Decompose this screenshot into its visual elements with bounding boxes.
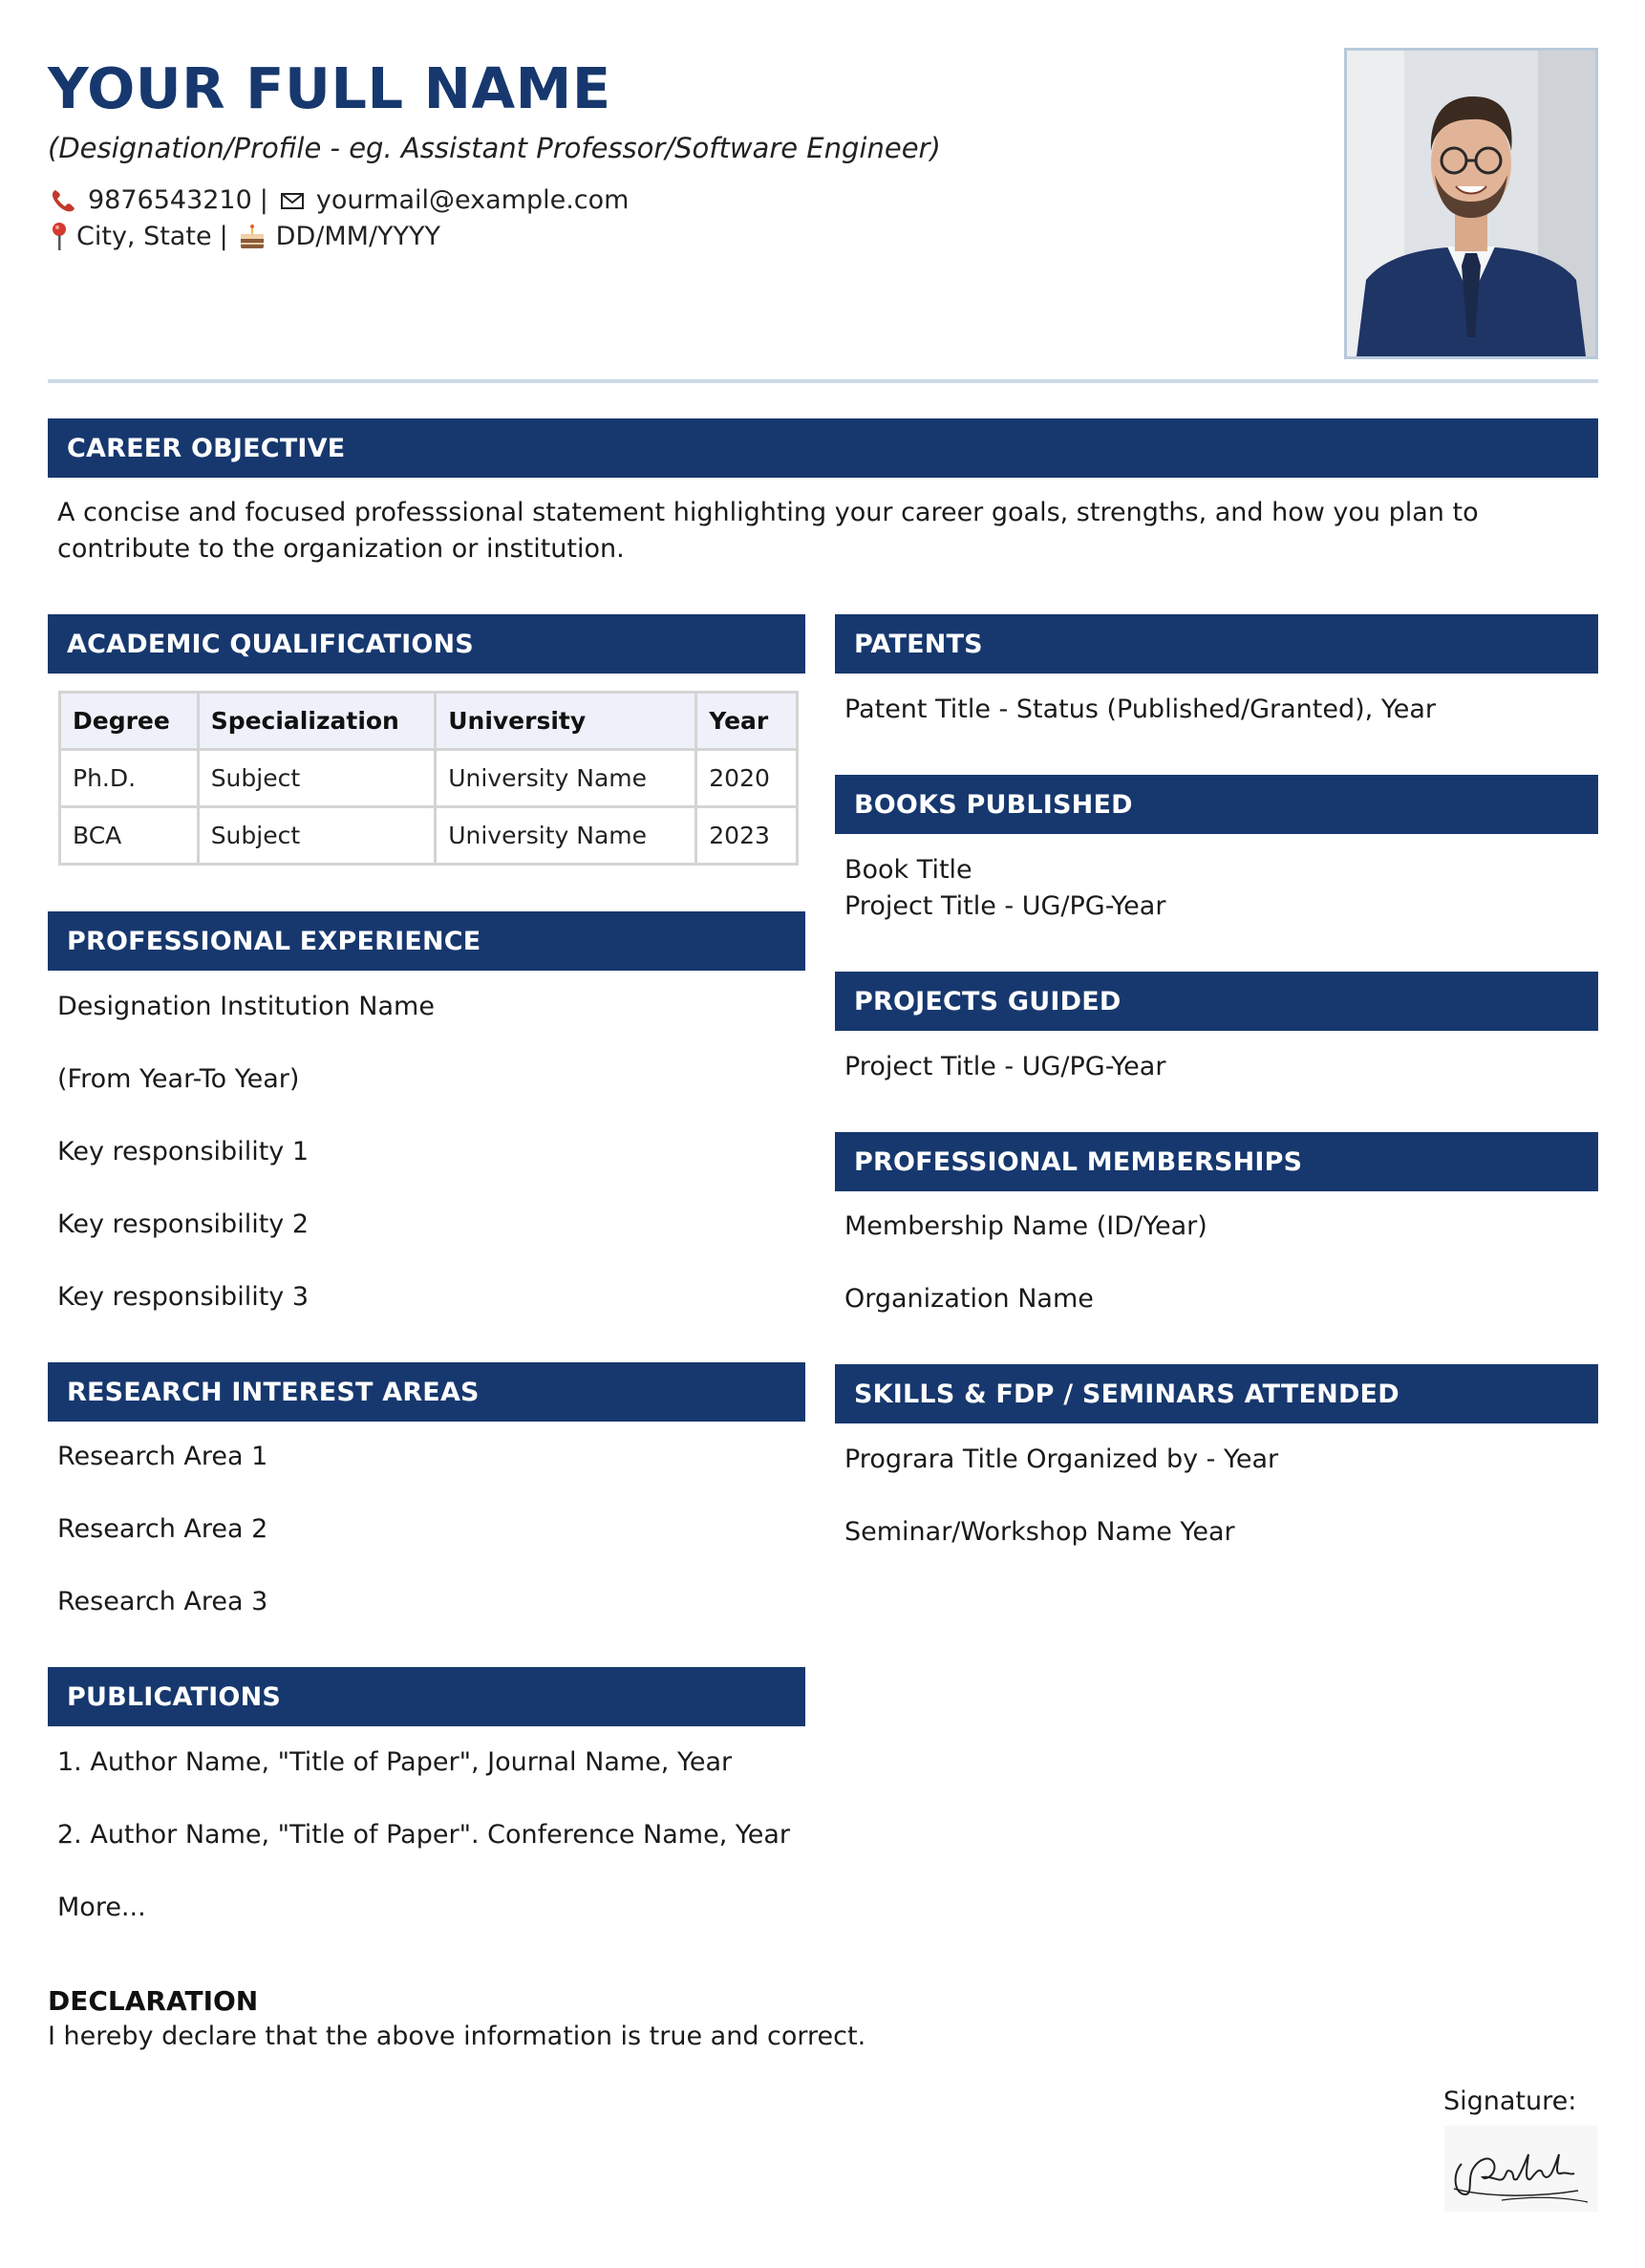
section-header-academic-qualifications: ACADEMIC QUALIFICATIONS (48, 614, 805, 674)
table-row (60, 750, 798, 807)
column-header: Specialization (198, 693, 436, 750)
list-item: Seminar/Workshop Name Year (844, 1517, 1235, 1547)
mail-icon (276, 186, 309, 215)
table-cell: Subject (198, 807, 436, 865)
list-item: Research Area 2 (57, 1514, 268, 1544)
table-header-row (60, 693, 798, 750)
list-item: Research Area 3 (57, 1587, 268, 1616)
list-item: Project Title - UG/PG-Year (844, 1052, 1166, 1081)
section-header-patents: PATENTS (835, 614, 1598, 674)
list-item: Project Title - UG/PG-Year (844, 891, 1166, 921)
contact-line-1 (48, 185, 629, 215)
section-header-skills-fdp-seminars: SKILLS & FDP / SEMINARS ATTENDED (835, 1364, 1598, 1423)
list-item: Key responsibility 3 (57, 1282, 310, 1312)
section-header-research-interest-areas: RESEARCH INTEREST AREAS (48, 1362, 805, 1422)
declaration-text: I hereby declare that the above information is true and correct. (48, 2022, 866, 2051)
email: yourmail@example.com (315, 185, 630, 215)
designation: (Designation/Profile - eg. Assistant Professor/Software Engineer) (48, 132, 941, 164)
table-row (60, 807, 798, 865)
location-pin-icon (48, 223, 71, 251)
separator: | (219, 222, 228, 251)
section-header-projects-guided: PROJECTS GUIDED (835, 972, 1598, 1031)
full-name: YOUR FULL NAME (48, 55, 611, 121)
career-objective-text: A concise and focused professsional statement highlighting your career goals, strengths, and how you plan to contribute to the organization or institution. (57, 498, 1479, 564)
table-cell: University Name (436, 750, 696, 807)
signature-image (1444, 2126, 1597, 2212)
location: City, State (76, 222, 212, 251)
list-item: Patent Title - Status (Published/Granted), Year (844, 695, 1436, 724)
table-cell: 2020 (696, 750, 798, 807)
birthday-cake-icon (236, 223, 268, 251)
column-header: University (436, 693, 696, 750)
list-item: Membership Name (ID/Year) (844, 1211, 1207, 1241)
profile-photo (1344, 48, 1598, 359)
list-item: (From Year-To Year) (57, 1064, 300, 1094)
list-item: Research Area 1 (57, 1442, 268, 1471)
list-item: Key responsibility 2 (57, 1209, 310, 1239)
contact-line-2 (48, 222, 440, 251)
list-item: Book Title (844, 855, 972, 885)
table-cell: BCA (60, 807, 199, 865)
list-item: More... (57, 1893, 146, 1922)
academic-qualifications-table (58, 691, 799, 866)
date-of-birth: DD/MM/YYYY (275, 222, 441, 251)
section-header-professional-experience: PROFESSIONAL EXPERIENCE (48, 911, 805, 971)
table-cell: 2023 (696, 807, 798, 865)
list-item: Designation Institution Name (57, 992, 435, 1021)
signature-label: Signature: (1443, 2086, 1577, 2116)
section-header-professional-memberships: PROFESSIONAL MEMBERSHIPS (835, 1132, 1598, 1191)
table-cell: University Name (436, 807, 696, 865)
section-header-books-published: BOOKS PUBLISHED (835, 775, 1598, 834)
list-item: 1. Author Name, "Title of Paper", Journal Name, Year (57, 1747, 733, 1777)
section-header-career-objective: CAREER OBJECTIVE (48, 418, 1598, 478)
header-divider (48, 379, 1598, 383)
phone-icon (48, 186, 80, 215)
declaration-title: DECLARATION (48, 1985, 259, 2017)
list-item: Key responsibility 1 (57, 1137, 310, 1166)
list-item: 2. Author Name, "Title of Paper". Conference Name, Year (57, 1820, 791, 1850)
list-item: Prograra Title Organized by - Year (844, 1444, 1279, 1474)
phone-number: 9876543210 (88, 185, 252, 215)
list-item: Organization Name (844, 1284, 1094, 1314)
column-header: Year (696, 693, 798, 750)
column-header: Degree (60, 693, 199, 750)
section-header-publications: PUBLICATIONS (48, 1667, 805, 1726)
table-cell: Subject (198, 750, 436, 807)
table-cell: Ph.D. (60, 750, 199, 807)
separator: | (259, 185, 268, 215)
